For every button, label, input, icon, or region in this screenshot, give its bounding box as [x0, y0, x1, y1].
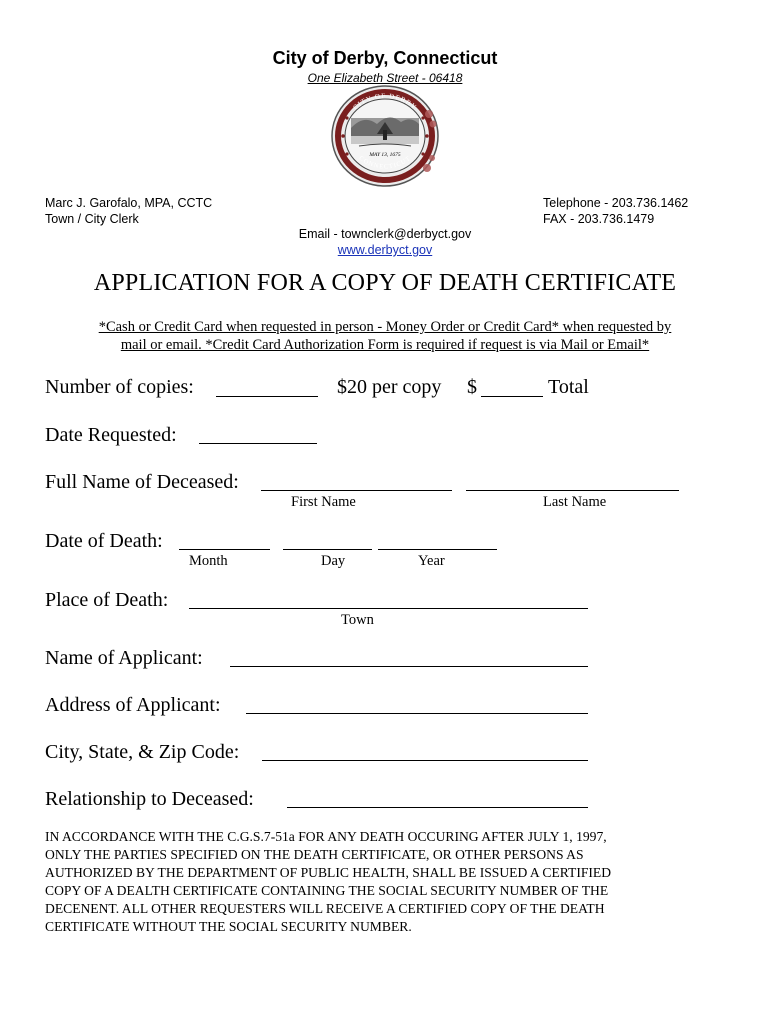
copies-label: Number of copies: — [45, 376, 194, 398]
last-name-caption: Last Name — [543, 494, 607, 510]
place-of-death-label: Place of Death: — [45, 589, 169, 611]
death-month-input-line[interactable] — [179, 549, 270, 550]
place-of-death-input-line[interactable] — [189, 608, 588, 609]
legal-notice — [45, 828, 725, 936]
clerk-name: Marc J. Garofalo, MPA, CCTC — [45, 196, 213, 210]
legal-line-2: ONLY THE PARTIES SPECIFIED ON THE DEATH CERTIFICATE, OR OTHER PERSONS AS — [45, 847, 584, 862]
town-caption: Town — [341, 612, 374, 628]
applicant-name-input-line[interactable] — [230, 666, 588, 667]
relationship-input-line[interactable] — [287, 807, 588, 808]
legal-line-4: COPY OF A DEALTH CERTIFICATE CONTAINING THE SOCIAL SECURITY NUMBER OF THE — [45, 883, 609, 898]
payment-note-line-1: *Cash or Credit Card when requested in person - Money Order or Credit Card* when requested by — [98, 319, 672, 335]
clerk-title: Town / City Clerk — [45, 212, 139, 226]
copies-input-line[interactable] — [216, 396, 318, 397]
website-link[interactable]: www.derbyct.gov — [337, 243, 433, 257]
seal-text-bottom: CONNECTICUT — [357, 154, 413, 171]
legal-line-1: IN ACCORDANCE WITH THE C.G.S.7-51a FOR ANY DEATH OCCURING AFTER JULY 1, 1997, — [45, 829, 607, 844]
year-caption: Year — [418, 553, 445, 569]
day-caption: Day — [321, 553, 346, 569]
city-address: One Elizabeth Street - 06418 — [307, 71, 463, 85]
first-name-caption: First Name — [291, 494, 356, 510]
legal-line-5: DECENENT. ALL OTHER REQUESTERS WILL RECEIVE A CERTIFIED COPY OF THE DEATH — [45, 901, 605, 916]
month-caption: Month — [189, 553, 228, 569]
fax-number: FAX - 203.736.1479 — [543, 212, 655, 226]
seal-date: MAY 13, 1675 — [369, 152, 401, 158]
city-seal-icon — [329, 84, 441, 188]
payment-note-line-2: mail or email. *Credit Card Authorization Form is required if request is via Mail or Email* — [120, 337, 650, 353]
deceased-first-name-input-line[interactable] — [261, 490, 452, 491]
price-label: $20 per copy — [337, 376, 442, 398]
applicant-address-label: Address of Applicant: — [45, 694, 221, 716]
form-title: APPLICATION FOR A COPY OF DEATH CERTIFICATE — [93, 270, 677, 296]
city-state-zip-label: City, State, & Zip Code: — [45, 741, 240, 763]
telephone-number: Telephone - 203.736.1462 — [543, 196, 689, 210]
death-day-input-line[interactable] — [283, 549, 372, 550]
relationship-label: Relationship to Deceased: — [45, 788, 254, 810]
email-address: Email - townclerk@derbyct.gov — [298, 227, 472, 241]
date-requested-label: Date Requested: — [45, 424, 177, 446]
payment-note — [40, 318, 730, 354]
date-requested-input-line[interactable] — [199, 443, 317, 444]
total-input-line[interactable] — [481, 396, 543, 397]
city-title: City of Derby, Connecticut — [272, 48, 498, 68]
deceased-last-name-input-line[interactable] — [466, 490, 679, 491]
legal-line-3: AUTHORIZED BY THE DEPARTMENT OF PUBLIC HEALTH, SHALL BE ISSUED A CERTIFIED — [45, 865, 612, 880]
dollar-sign: $ — [467, 376, 477, 398]
total-label: Total — [548, 376, 589, 398]
applicant-address-input-line[interactable] — [246, 713, 588, 714]
deceased-name-label: Full Name of Deceased: — [45, 471, 239, 493]
city-state-zip-input-line[interactable] — [262, 760, 588, 761]
legal-line-6: CERTIFICATE WITHOUT THE SOCIAL SECURITY NUMBER. — [45, 919, 412, 934]
death-year-input-line[interactable] — [378, 549, 497, 550]
date-of-death-label: Date of Death: — [45, 530, 163, 552]
seal-text-top: CITY OF DERBY — [351, 91, 419, 112]
applicant-name-label: Name of Applicant: — [45, 647, 203, 669]
